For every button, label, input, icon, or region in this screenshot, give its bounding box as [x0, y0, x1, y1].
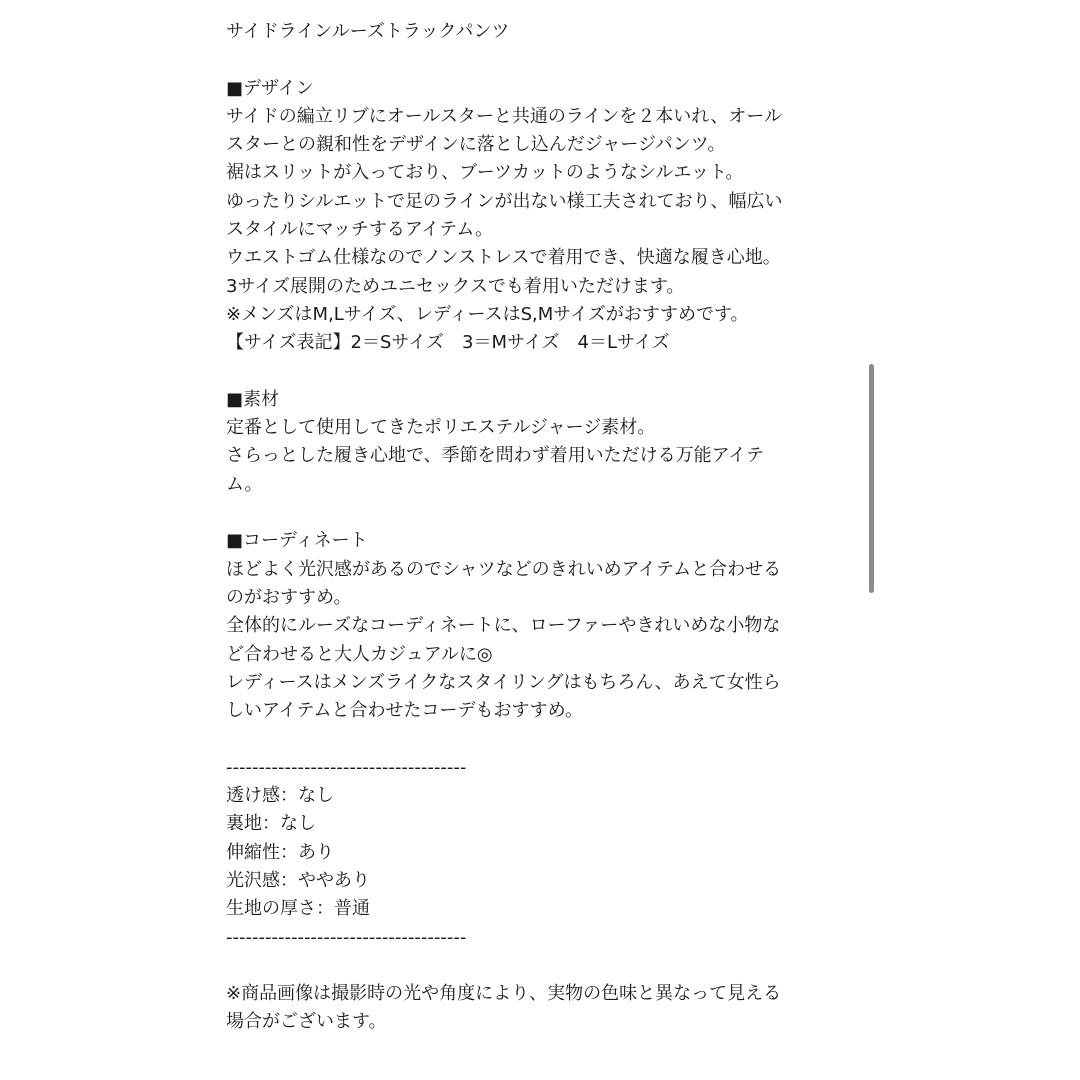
design-line: 3サイズ展開のためユニセックスでも着用いただけます。	[226, 275, 685, 297]
design-line: 裾はスリットが入っており、ブーツカットのようなシルエット。	[226, 162, 744, 184]
note-line: 場合がございます。	[226, 1011, 387, 1033]
material-line: さらっとした履き心地で、季節を問わず着用いただける万能アイテ	[226, 445, 765, 467]
coordinate-heading: ■コーディネート	[226, 530, 368, 552]
spacer	[226, 46, 846, 74]
design-line: ゆったりシルエットで足のラインが出ない様工夫されており、幅広い	[226, 190, 783, 212]
spec-lining: 裏地：なし	[226, 813, 316, 835]
design-line: ※メンズはM,Lサイズ、レディースはS,Mサイズがおすすめです。	[226, 303, 749, 325]
spacer	[226, 358, 846, 386]
design-line: スターとの親和性をデザインに落とし込んだジャージパンツ。	[226, 134, 726, 156]
vertical-scrollbar[interactable]	[869, 364, 874, 593]
design-line: スタイルにマッチするアイテム。	[226, 219, 493, 241]
coordinate-line: 全体的にルーズなコーディネートに、ローファーやきれいめな小物な	[226, 615, 781, 637]
spacer	[226, 725, 846, 753]
coordinate-line: のがおすすめ。	[226, 586, 352, 608]
coordinate-line: ど合わせると大人カジュアルに◎	[226, 643, 493, 665]
design-heading: ■デザイン	[226, 77, 314, 99]
note-line: ※商品画像は撮影時の光や角度により、実物の色味と異なって見える	[226, 983, 782, 1005]
divider-bottom: -------------------------------------	[226, 926, 467, 948]
spec-gloss: 光沢感：ややあり	[226, 869, 370, 891]
coordinate-line: しいアイテムと合わせたコーデもおすすめ。	[226, 700, 583, 722]
design-line: サイドの編立リブにオールスターと共通のラインを２本いれ、オール	[226, 105, 783, 127]
coordinate-line: ほどよく光沢感があるのでシャツなどのきれいめアイテムと合わせる	[226, 558, 782, 580]
product-title: サイドラインルーズトラックパンツ	[226, 21, 510, 42]
spacer	[226, 952, 846, 980]
spacer	[226, 499, 846, 527]
coordinate-line: レディースはメンズライクなスタイリングはもちろん、あえて女性ら	[226, 671, 781, 693]
spec-thickness: 生地の厚さ：普通	[226, 898, 370, 920]
divider-top: -------------------------------------	[226, 756, 467, 778]
material-heading: ■素材	[226, 388, 280, 410]
material-line: ム。	[226, 473, 263, 495]
size-notation-line: 【サイズ表記】2＝Sサイズ 3＝Mサイズ 4＝Lサイズ	[226, 332, 670, 354]
product-description	[226, 18, 846, 1037]
spec-stretch: 伸縮性：あり	[226, 841, 334, 863]
design-line: ウエストゴム仕様なのでノンストレスで着用でき、快適な履き心地。	[226, 247, 781, 269]
spec-sheerness: 透け感：なし	[226, 785, 334, 807]
material-line: 定番として使用してきたポリエステルジャージ素材。	[226, 417, 656, 439]
